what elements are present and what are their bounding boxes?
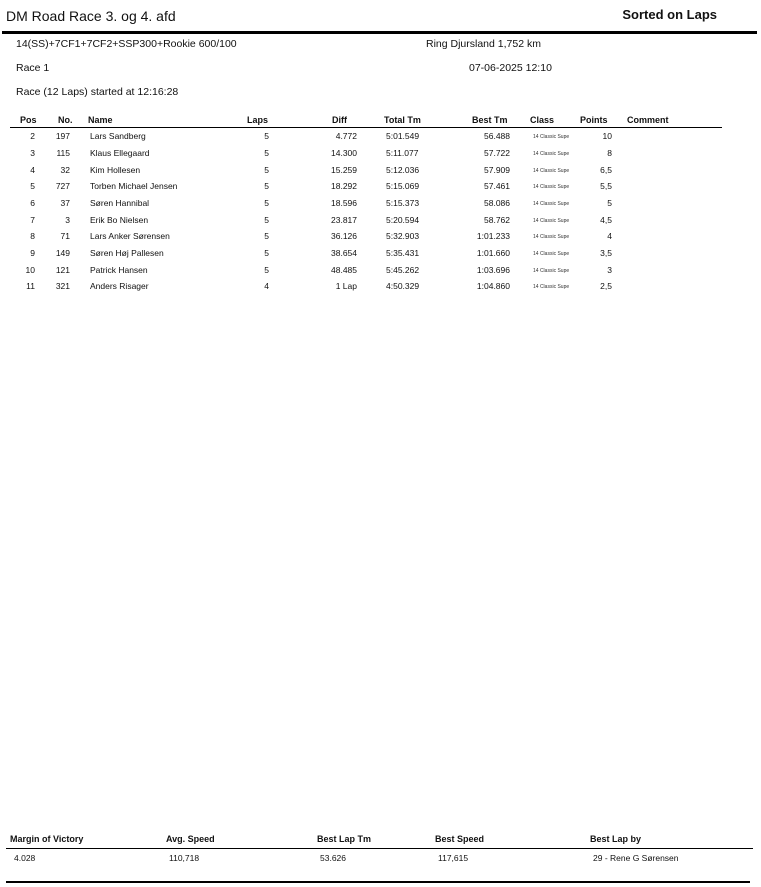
- col-header-name: Name: [88, 115, 113, 125]
- cell-best: 56.488: [484, 131, 510, 141]
- cell-no: 115: [56, 148, 70, 158]
- table-row: [0, 181, 761, 197]
- cell-name: Søren Høj Pallesen: [90, 248, 164, 258]
- cell-total: 5:12.036: [386, 165, 420, 175]
- cell-diff: 4.772: [335, 131, 357, 141]
- cell-diff: 23.817: [331, 215, 357, 225]
- cell-laps: 5: [264, 248, 269, 258]
- cell-best: 58.086: [484, 198, 510, 208]
- footer-label-best-lap-by: Best Lap by: [590, 834, 642, 844]
- col-header-points: Points: [580, 115, 608, 125]
- cell-points: 4: [607, 231, 612, 241]
- page-bottom-rule: [6, 881, 750, 883]
- cell-total: 4:50.329: [386, 281, 420, 291]
- cell-diff: 15.259: [331, 165, 357, 175]
- table-row: [0, 198, 761, 214]
- cell-best: 1:04.860: [476, 281, 510, 291]
- circuit-name: Ring Djursland 1,752 km: [426, 38, 541, 50]
- cell-diff: 1 Lap: [335, 281, 357, 291]
- footer-value-best-lap-by: 29 - Rene G Sørensen: [593, 853, 679, 863]
- cell-no: 149: [55, 248, 70, 258]
- col-header-no: No.: [58, 115, 73, 125]
- cell-laps: 5: [264, 181, 269, 191]
- col-header-class: Class: [530, 115, 555, 125]
- cell-name: Anders Risager: [90, 281, 149, 291]
- footer-value-best-lap-tm: 53.626: [320, 853, 346, 863]
- cell-class: 14 Classic Supe: [533, 134, 570, 140]
- cell-total: 5:15.069: [386, 181, 420, 191]
- cell-points: 5: [607, 198, 612, 208]
- cell-best: 1:03.696: [476, 265, 510, 275]
- cell-no: 3: [65, 215, 70, 225]
- table-header-divider: [10, 127, 722, 128]
- cell-pos: 4: [30, 165, 35, 175]
- col-header-best: Best Tm: [472, 115, 508, 125]
- cell-best: 58.762: [484, 215, 510, 225]
- col-header-comment: Comment: [627, 115, 669, 125]
- cell-name: Erik Bo Nielsen: [90, 215, 149, 225]
- cell-pos: 9: [30, 248, 35, 258]
- cell-laps: 5: [264, 215, 269, 225]
- race-classes: 14(SS)+7CF1+7CF2+SSP300+Rookie 600/100: [16, 38, 237, 50]
- footer-label-best-lap-tm: Best Lap Tm: [317, 834, 372, 844]
- cell-class: 14 Classic Supe: [533, 218, 570, 224]
- cell-laps: 5: [264, 131, 269, 141]
- table-row: [0, 231, 761, 247]
- cell-pos: 2: [30, 131, 35, 141]
- table-row: [0, 215, 761, 231]
- cell-name: Kim Hollesen: [90, 165, 141, 175]
- cell-best: 1:01.233: [476, 231, 510, 241]
- cell-pos: 10: [25, 265, 35, 275]
- footer-value-best-speed: 117,615: [438, 853, 469, 863]
- cell-total: 5:45.262: [386, 265, 420, 275]
- cell-laps: 5: [264, 198, 269, 208]
- cell-class: 14 Classic Supe: [533, 268, 570, 274]
- cell-best: 57.722: [484, 148, 510, 158]
- cell-no: 727: [55, 181, 70, 191]
- report-title: DM Road Race 3. og 4. afd: [6, 8, 176, 24]
- cell-name: Lars Sandberg: [90, 131, 146, 141]
- cell-total: 5:35.431: [386, 248, 420, 258]
- cell-laps: 5: [264, 231, 269, 241]
- col-header-pos: Pos: [20, 115, 37, 125]
- cell-points: 10: [602, 131, 612, 141]
- cell-pos: 5: [30, 181, 35, 191]
- cell-no: 197: [55, 131, 70, 141]
- cell-best: 57.909: [484, 165, 510, 175]
- cell-class: 14 Classic Supe: [533, 201, 570, 207]
- cell-points: 8: [607, 148, 612, 158]
- footer-label-avg-speed: Avg. Speed: [166, 834, 215, 844]
- cell-diff: 36.126: [331, 231, 357, 241]
- cell-pos: 11: [26, 281, 35, 291]
- cell-no: 321: [55, 281, 70, 291]
- cell-pos: 7: [30, 215, 35, 225]
- cell-name: Klaus Ellegaard: [90, 148, 150, 158]
- cell-total: 5:32.903: [386, 231, 420, 241]
- cell-pos: 6: [30, 198, 35, 208]
- table-row: [0, 265, 761, 281]
- cell-diff: 48.485: [331, 265, 357, 275]
- cell-points: 4,5: [600, 215, 612, 225]
- sort-label: Sorted on Laps: [622, 7, 717, 22]
- footer-value-avg-speed: 110,718: [169, 853, 200, 863]
- cell-class: 14 Classic Supe: [533, 168, 570, 174]
- cell-total: 5:11.077: [386, 148, 419, 158]
- footer-label-margin: Margin of Victory: [10, 834, 84, 844]
- cell-no: 32: [60, 165, 70, 175]
- cell-pos: 8: [30, 231, 35, 241]
- cell-class: 14 Classic Supe: [533, 234, 570, 240]
- col-header-total: Total Tm: [384, 115, 421, 125]
- cell-name: Søren Hannibal: [90, 198, 150, 208]
- cell-points: 3: [607, 265, 612, 275]
- footer-value-margin: 4.028: [14, 853, 36, 863]
- cell-points: 5,5: [600, 181, 612, 191]
- header-divider: [2, 31, 757, 34]
- cell-no: 37: [60, 198, 70, 208]
- race-name: Race 1: [16, 62, 50, 74]
- cell-diff: 14.300: [331, 148, 357, 158]
- cell-points: 2,5: [600, 281, 612, 291]
- cell-name: Lars Anker Sørensen: [90, 231, 170, 241]
- table-row: [0, 148, 761, 164]
- cell-total: 5:15.373: [386, 198, 420, 208]
- cell-points: 6,5: [600, 165, 612, 175]
- cell-name: Torben Michael Jensen: [90, 181, 178, 191]
- cell-laps: 4: [264, 281, 269, 291]
- cell-class: 14 Classic Supe: [533, 251, 570, 257]
- footer-label-best-speed: Best Speed: [435, 834, 485, 844]
- race-datetime: 07-06-2025 12:10: [469, 62, 552, 74]
- table-row: [0, 165, 761, 181]
- cell-class: 14 Classic Supe: [533, 151, 570, 157]
- table-row: [0, 248, 761, 264]
- cell-total: 5:20.594: [386, 215, 420, 225]
- cell-class: 14 Classic Supe: [533, 184, 570, 190]
- cell-points: 3,5: [600, 248, 612, 258]
- cell-laps: 5: [264, 265, 269, 275]
- footer-divider: [6, 848, 753, 849]
- cell-best: 1:01.660: [476, 248, 510, 258]
- cell-no: 121: [55, 265, 70, 275]
- race-start-info: Race (12 Laps) started at 12:16:28: [16, 86, 179, 98]
- cell-best: 57.461: [484, 181, 510, 191]
- cell-laps: 5: [264, 165, 269, 175]
- cell-diff: 18.292: [331, 181, 357, 191]
- cell-name: Patrick Hansen: [90, 265, 148, 275]
- col-header-diff: Diff: [332, 115, 347, 125]
- cell-diff: 38.654: [331, 248, 357, 258]
- cell-class: 14 Classic Supe: [533, 284, 570, 290]
- cell-diff: 18.596: [331, 198, 357, 208]
- cell-no: 71: [60, 231, 70, 241]
- table-row: [0, 281, 761, 297]
- col-header-laps: Laps: [247, 115, 269, 125]
- cell-pos: 3: [30, 148, 35, 158]
- cell-laps: 5: [264, 148, 269, 158]
- cell-total: 5:01.549: [386, 131, 420, 141]
- table-row: [0, 131, 761, 147]
